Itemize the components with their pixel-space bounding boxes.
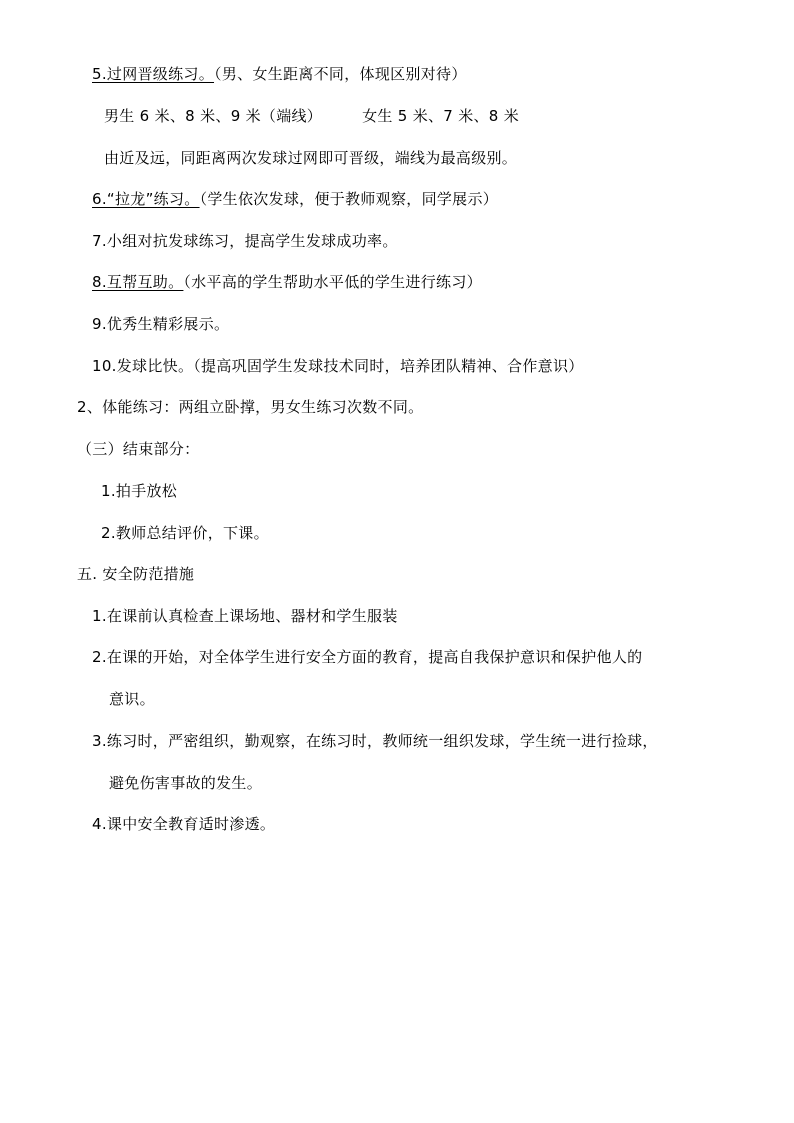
item-9-line: 9.优秀生精彩展示。	[92, 315, 230, 333]
item-8-title: 8.互帮互助。	[92, 273, 184, 291]
female-distances: 女生 5 米、7 米、8 米	[362, 107, 520, 125]
item-5-title: 5.过网晋级练习。	[92, 65, 215, 83]
item-6-line	[92, 189, 498, 209]
item-8-line	[92, 272, 482, 292]
item-5-line	[92, 64, 467, 84]
distance-line	[104, 106, 519, 126]
item-7-line: 7.小组对抗发球练习，提高学生发球成功率。	[92, 232, 398, 250]
ending-item-2: 2.教师总结评价，下课。	[101, 524, 269, 542]
safety-item-3: 3.练习时，严密组织，勤观察，在练习时，教师统一组织发球，学生统一进行捡球，	[92, 732, 658, 750]
item-6-title: 6.“拉龙”练习。	[92, 190, 200, 208]
item-10-line: 10.发球比快。（提高巩固学生发球技术同时，培养团队精神、合作意识）	[92, 357, 584, 375]
ending-item-1: 1.拍手放松	[101, 482, 178, 500]
safety-item-1: 1.在课前认真检查上课场地、器材和学生服装	[92, 607, 398, 625]
safety-item-2-cont: 意识。	[109, 690, 155, 708]
section-ending-heading: （三）结束部分：	[77, 440, 200, 458]
fitness-practice: 2、体能练习：两组立卧撑，男女生练习次数不同。	[77, 398, 424, 416]
safety-item-2: 2.在课的开始，对全体学生进行安全方面的教育，提高自我保护意识和保护他人的	[92, 648, 643, 666]
male-distances: 男生 6 米、8 米、9 米（端线）	[104, 107, 323, 125]
safety-item-4: 4.课中安全教育适时渗透。	[92, 815, 276, 833]
section-safety-heading: 五. 安全防范措施	[77, 565, 195, 583]
safety-item-3-cont: 避免伤害事故的发生。	[109, 774, 263, 792]
item-8-note: （水平高的学生帮助水平低的学生进行练习）	[183, 273, 482, 291]
promotion-rule: 由近及远，同距离两次发球过网即可晋级，端线为最高级别。	[104, 149, 518, 167]
item-5-note: （男、女生距离不同，体现区别对待）	[214, 65, 467, 83]
item-6-note: （学生依次发球，便于教师观察，同学展示）	[199, 190, 499, 208]
